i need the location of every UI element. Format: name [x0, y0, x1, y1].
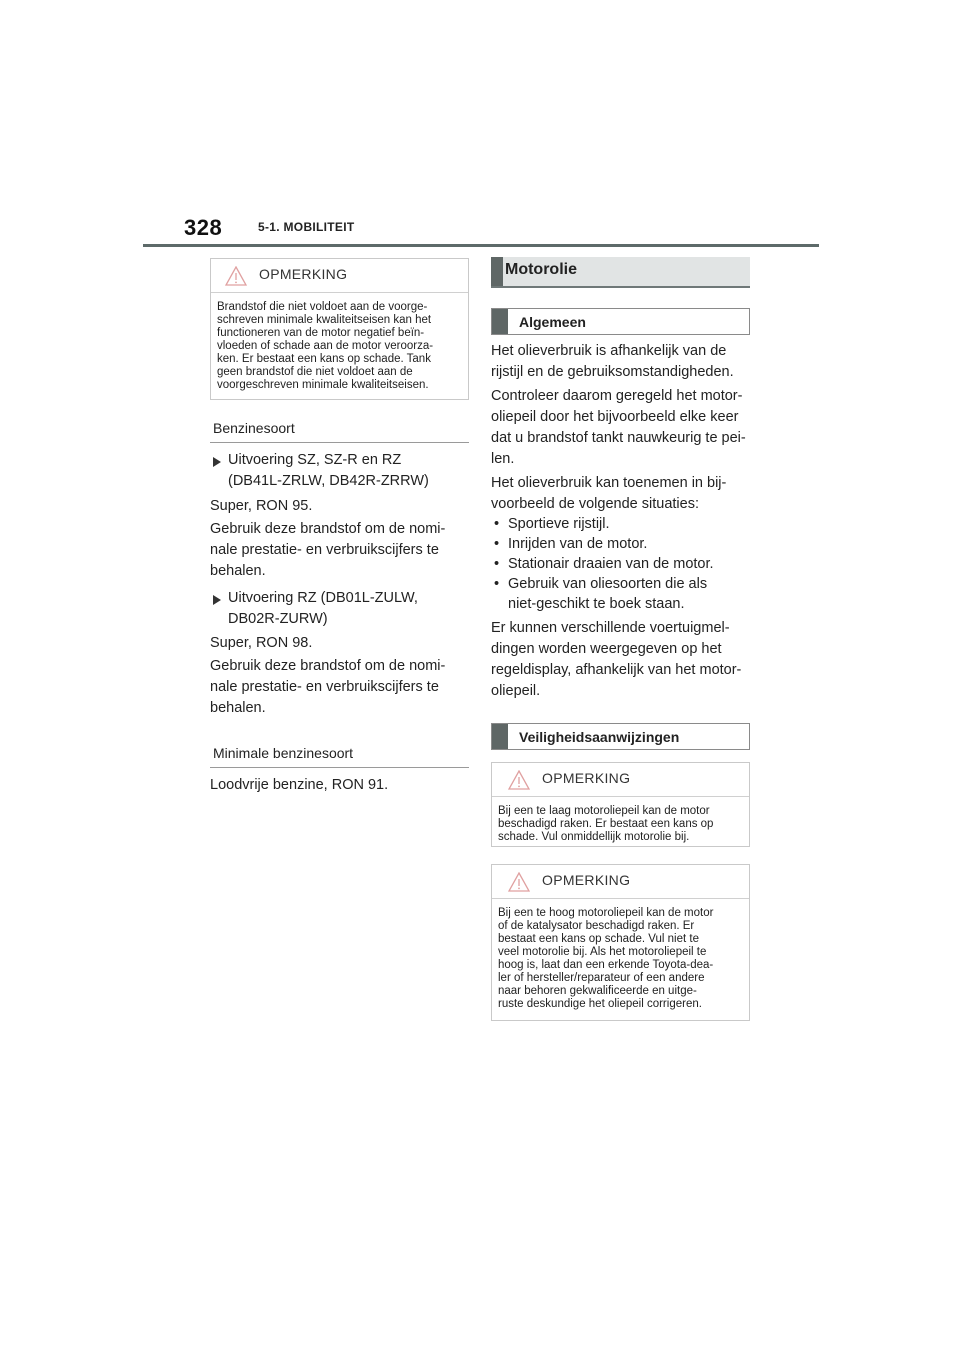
notice-header [492, 763, 749, 797]
notice-header [492, 865, 749, 899]
list-item: • Sportieve rijstijl. [491, 514, 753, 534]
list-item: • Gebruik van oliesoorten die als niet-geschikt te boek staan. [491, 574, 753, 614]
list-item: • Stationair draaien van de motor. [491, 554, 753, 574]
variant-1-fuel: Super, RON 95. [210, 498, 313, 514]
notice-body: Brandstof die niet voldoet aan de voorge- schreven minimale kwaliteitseisen kan het functioneren van de motor negatief beïn- vloeden of schade aan de motor veroorza- ken. Er bestaat een kans op schade. Tank geen brandstof die niet voldoet aan de voorgeschreven minimale kwaliteitseisen. [217, 301, 434, 391]
variant-2-title: Uitvoering RZ (DB01L-ZULW, DB02R-ZURW) [228, 590, 418, 627]
warning-triangle-icon [508, 872, 530, 892]
paragraph-vehicle-messages: Er kunnen verschillende voertuigmel- dingen worden weergegeven op het regeldisplay, afhankelijk van het motor- oliepeil. [491, 620, 742, 699]
min-fuel-text: Loodvrije benzine, RON 91. [210, 777, 389, 793]
subheading-benzinesoort [210, 418, 469, 443]
notice-body: Bij een te hoog motoroliepeil kan de motor of de katalysator beschadigd raken. Er bestaat een kans op schade. Vul niet te veel motorolie bij. Als het motoroliepeil te hoog is, laat dan een erkende Toyota-dea- ler of hersteller/reparateur of een andere naar behoren gekwalificeerde en uitge- ruste deskundige het oliepeil corrigeren. [498, 907, 714, 1010]
paragraph-oil-increase: Het olieverbruik kan toenemen in bij- voorbeeld de volgende situaties: [491, 475, 727, 512]
notice-high-oil [491, 864, 750, 1021]
oil-situations-list [491, 514, 753, 614]
warning-triangle-icon [508, 770, 530, 790]
subheading-text: Minimale benzinesoort [213, 745, 354, 761]
section-heading-motorolie [491, 257, 750, 288]
warning-triangle-icon [225, 266, 247, 286]
list-item: • Inrijden van de motor. [491, 534, 753, 554]
notice-fuel-quality [210, 258, 469, 400]
arrow-bullet-icon [212, 594, 222, 606]
notice-title: OPMERKING [542, 872, 631, 888]
notice-body: Bij een te laag motoroliepeil kan de motor beschadigd raken. Er bestaat een kans op schade. Vul onmiddellijk motorolie bij. [498, 805, 714, 843]
notice-header [211, 259, 468, 293]
subsection-heading-text: Veiligheidsaanwijzingen [519, 729, 680, 745]
notice-title: OPMERKING [542, 770, 631, 786]
notice-low-oil [491, 762, 750, 847]
arrow-bullet-icon [212, 456, 222, 468]
heading-stripe [491, 257, 503, 286]
subsection-heading-veiligheid [491, 723, 750, 750]
heading-stripe [492, 309, 508, 334]
paragraph-oil-consumption: Het olieverbruik is afhankelijk van de rijstijl en de gebruiksomstandigheden. [491, 343, 734, 380]
page-number: 328 [184, 215, 223, 240]
paragraph-check-oil: Controleer daarom geregeld het motor- oliepeil door het bijvoorbeeld elke keer dat u brandstof tankt nauwkeurig te pei- len. [491, 388, 746, 467]
variant-2-fuel: Super, RON 98. [210, 635, 313, 651]
variant-2-text: Gebruik deze brandstof om de nomi- nale prestatie- en verbruikscijfers te behalen. [210, 658, 446, 716]
subheading-text: Benzinesoort [213, 420, 295, 436]
header-rule [143, 244, 819, 247]
subheading-minimale-benzinesoort [210, 743, 469, 768]
subsection-heading-text: Algemeen [519, 314, 586, 330]
notice-title: OPMERKING [259, 266, 348, 282]
section-title: 5-1. MOBILITEIT [258, 220, 355, 234]
variant-1-text: Gebruik deze brandstof om de nomi- nale prestatie- en verbruikscijfers te behalen. [210, 521, 446, 579]
subsection-heading-algemeen [491, 308, 750, 335]
heading-stripe [492, 724, 508, 749]
variant-1-title: Uitvoering SZ, SZ-R en RZ (DB41L-ZRLW, DB42R-ZRRW) [228, 452, 429, 489]
section-heading-text: Motorolie [505, 261, 577, 278]
